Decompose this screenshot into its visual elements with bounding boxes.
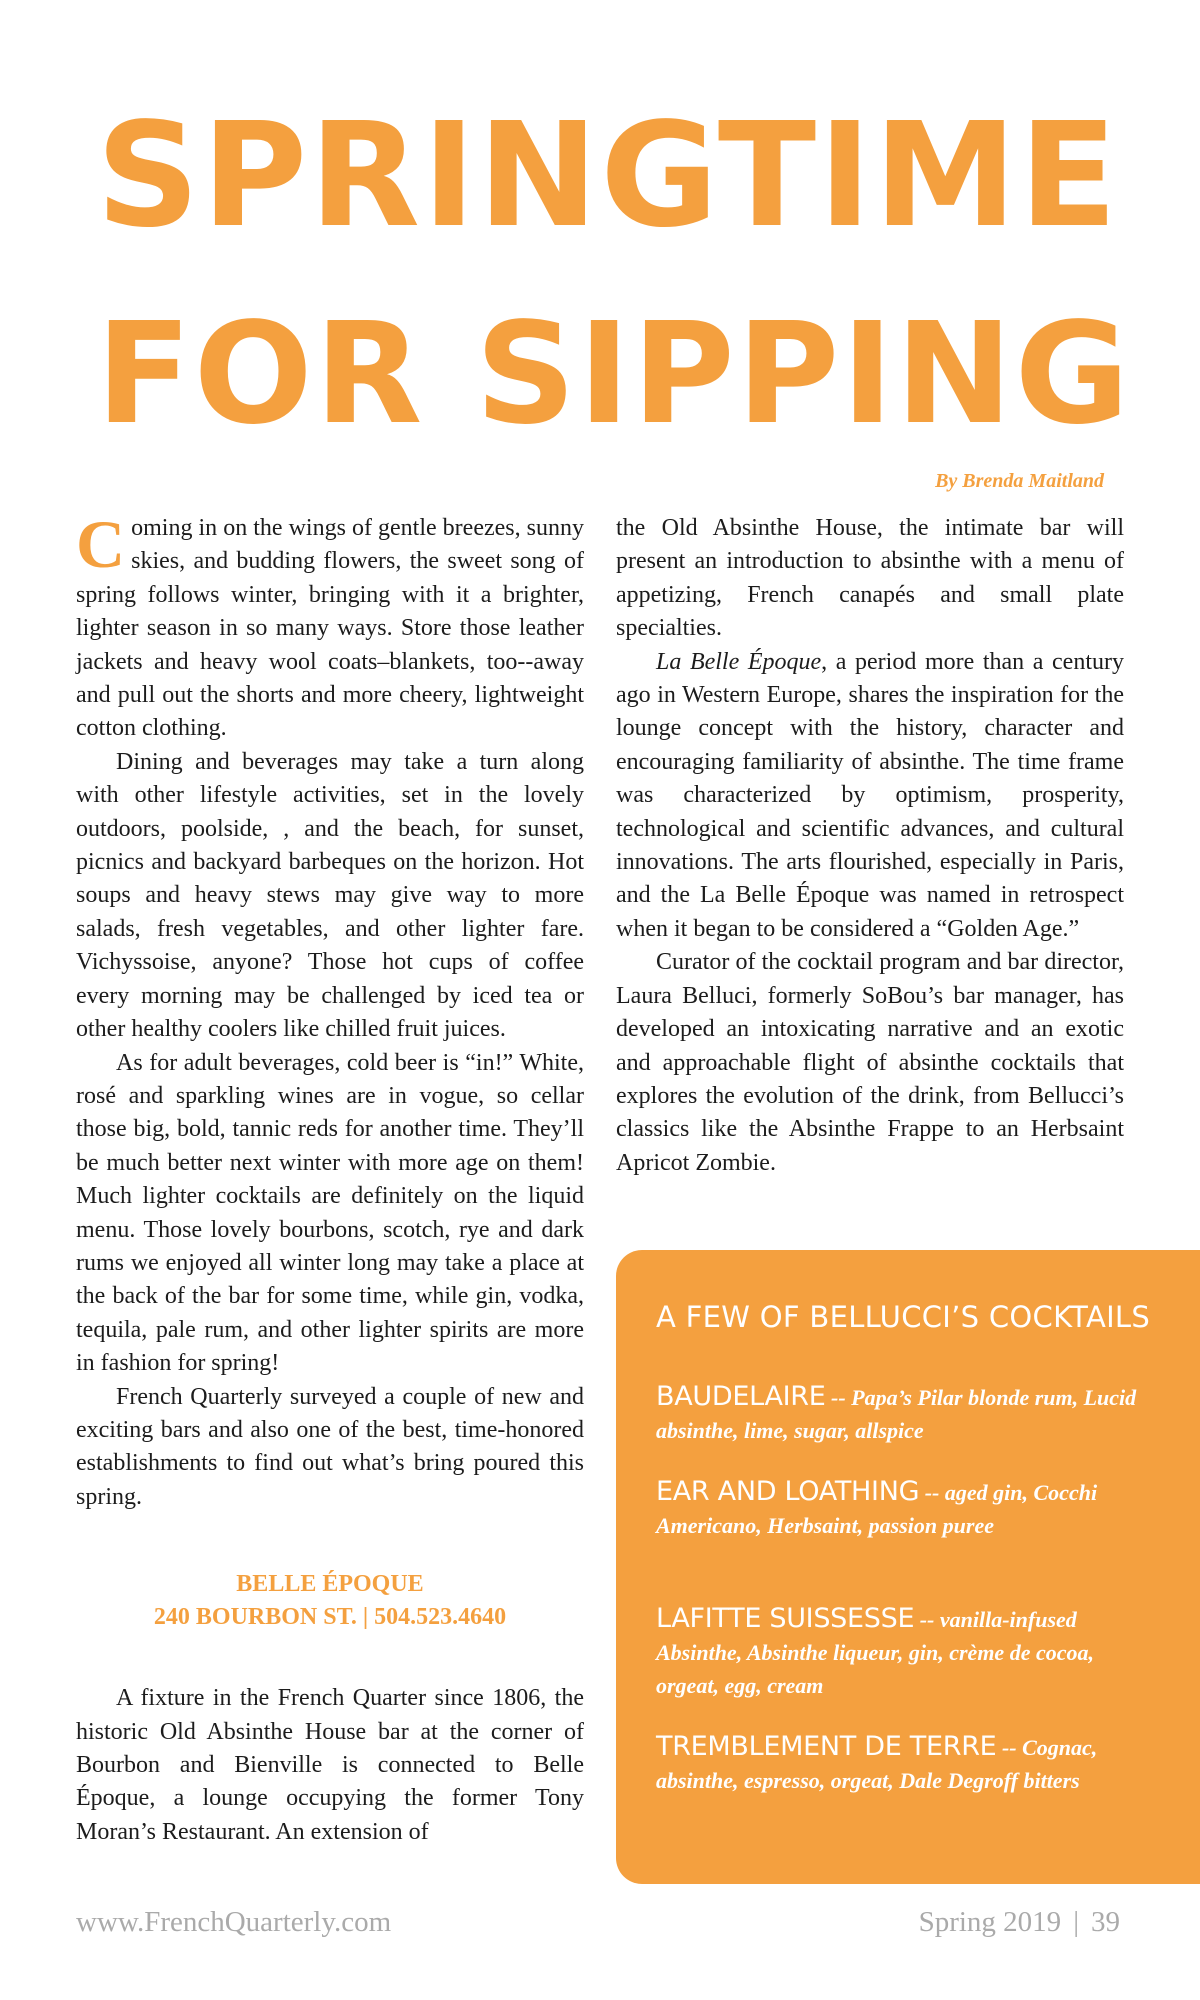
cocktail-name: LAFITTE SUISSESSE: [656, 1603, 915, 1634]
footer-issue-info: [919, 1906, 1120, 1939]
article-paragraph: As for adult beverages, cold beer is “in!” White, rosé and sparkling wines are in vogue, so cellar those big, bold, tannic reds for another time. They’ll be much better next winter with more age on them! Much lighter cocktails are definitely on the liquid menu. Those lovely bourbons, scotch, rye and dark rums we enjoyed all winter long may take a place at the back of the bar for some time, while gin, vodka, tequila, pale rum, and other lighter spirits are more in fashion for spring!: [76, 1049, 584, 1377]
venue-name: BELLE ÉPOQUE: [236, 1571, 424, 1598]
article-paragraph: the Old Absinthe House, the intimate bar will present an introduction to absinthe with a menu of appetizing, French canapés and small plate specialties.: [616, 515, 1124, 642]
cocktail-name: BAUDELAIRE: [656, 1381, 826, 1412]
headline-line-1: SPRINGTIME: [96, 91, 1120, 259]
cocktail-ingredients: -- Cognac, absinthe, espresso, orgeat, Dale Degroff bitters: [656, 1735, 1098, 1793]
cocktail-item: [656, 1380, 1146, 1447]
cocktail-item: [656, 1730, 1146, 1797]
venue-heading: [76, 1568, 584, 1634]
article-paragraph: Dining and beverages may take a turn along with other lifestyle activities, set in the lovely outdoors, poolside, , and the beach, for sunset, picnics and backyard barbeques on the horizon. Hot soups and heavy stews may give way to more salads, fresh vegetables, and other lighter fare. Vichyssoise, anyone? Those hot cups of coffee every morning may be challenged by iced tea or other healthy coolers like chilled fruit juices.: [76, 748, 584, 1043]
cocktail-item: [656, 1602, 1146, 1702]
footer-page-number: 39: [1091, 1906, 1120, 1938]
article-paragraph: French Quarterly surveyed a couple of new and exciting bars and also one of the best, time-honored establishments to find out what’s bring poured this spring.: [76, 1383, 584, 1510]
footer-website: www.FrenchQuarterly.com: [76, 1906, 392, 1938]
article-column-left: [76, 506, 584, 1849]
cocktail-ingredients: -- vanilla-infused Absinthe, Absinthe liqueur, gin, crème de cocoa, orgeat, egg, cream: [656, 1607, 1094, 1698]
cocktail-name: EAR AND LOATHING: [656, 1476, 920, 1507]
headline-line-2: FOR SIPPING: [96, 293, 1132, 456]
cocktails-sidebar: [616, 1250, 1200, 1884]
paragraph-text: , a period more than a century ago in Western Europe, shares the inspiration for the lounge concept with the history, character and encouraging familiarity of absinthe. The time frame was characterized by optimism, prosperity, technological and scientific advances, and cultural innovations. The arts flourished, especially in Paris, and the La Belle Époque was named in retrospect when it began to be considered a “Golden Age.”: [616, 648, 1124, 942]
footer-issue: Spring 2019: [918, 1906, 1062, 1938]
footer-separator: |: [1073, 1906, 1079, 1938]
cocktail-ingredients: -- aged gin, Cocchi Americano, Herbsaint, passion puree: [656, 1480, 1098, 1538]
venue-address: 240 BOURBON ST. | 504.523.4640: [153, 1604, 507, 1631]
byline: By Brenda Maitland: [935, 470, 1104, 492]
cocktail-name: TREMBLEMENT DE TERRE: [656, 1731, 997, 1762]
article-column-right: [616, 512, 1124, 1180]
intro-text: oming in on the wings of gentle breezes, sunny skies, and budding flowers, the sweet song of spring follows winter, bringing with it a brighter, lighter season in so many ways. Store those leather jackets and heavy wool coats–blankets, too--away and pull out the shorts and more cheery, lightweight cotton clothing.: [76, 515, 584, 742]
cocktail-item: [656, 1475, 1146, 1542]
article-paragraph: A fixture in the French Quarter since 1806, the historic Old Absinthe House bar at the corner of Bourbon and Bienville is connected to Belle Époque, a lounge occupying the former Tony Moran’s Restaurant. An extension of: [76, 1685, 584, 1845]
article-paragraph: [616, 646, 1124, 947]
italic-term: La Belle Époque: [656, 648, 822, 675]
cocktail-ingredients: -- Papa’s Pilar blonde rum, Lucid absinthe, lime, sugar, allspice: [656, 1385, 1137, 1443]
sidebar-heading: A FEW OF BELLUCCI’S COCKTAILS: [656, 1300, 1151, 1334]
drop-cap: C: [76, 506, 126, 582]
article-paragraph-intro: [76, 506, 584, 746]
article-paragraph: Curator of the cocktail program and bar director, Laura Belluci, formerly SoBou’s bar manager, has developed an intoxicating narrative and an exotic and approachable flight of absinthe cocktails that explores the evolution of the drink, from Bellucci’s classics like the Absinthe Frappe to an Herbsaint Apricot Zombie.: [616, 949, 1124, 1176]
